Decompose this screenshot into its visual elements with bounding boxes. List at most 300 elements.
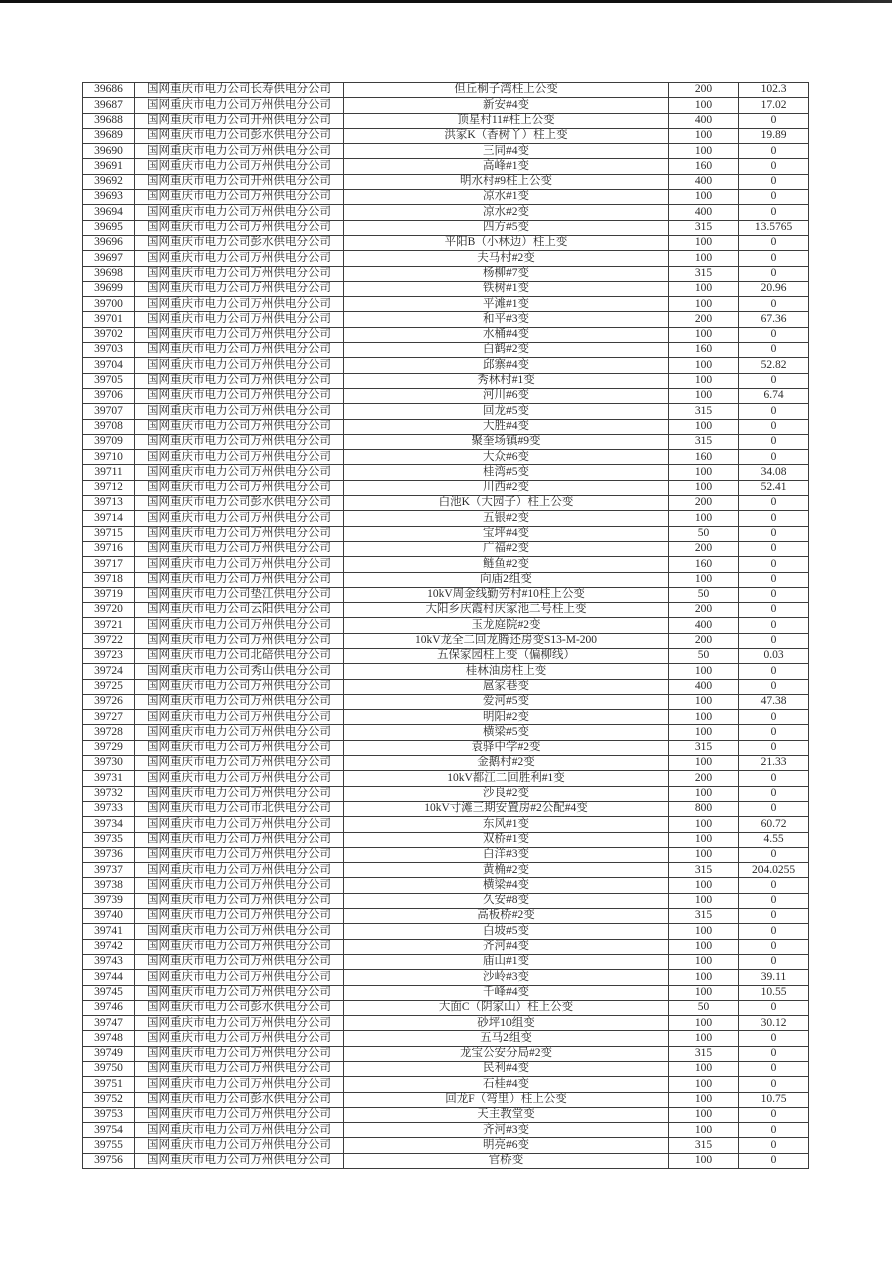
table-row	[83, 205, 809, 220]
cell-capacity: 315	[669, 404, 739, 419]
cell-record-id: 39745	[83, 985, 135, 1000]
cell-company-name: 国网重庆市电力公司万州供电分公司	[135, 511, 344, 526]
table-row	[83, 235, 809, 250]
cell-record-id: 39721	[83, 618, 135, 633]
cell-reading-value: 0	[739, 1123, 809, 1138]
cell-record-id: 39705	[83, 373, 135, 388]
cell-company-name: 国网重庆市电力公司万州供电分公司	[135, 419, 344, 434]
table-row	[83, 1123, 809, 1138]
table-row	[83, 465, 809, 480]
cell-record-id: 39734	[83, 817, 135, 832]
table-row	[83, 572, 809, 587]
cell-reading-value: 0	[739, 373, 809, 388]
cell-capacity: 100	[669, 251, 739, 266]
cell-capacity: 100	[669, 128, 739, 143]
cell-transformer-name: 大阳乡庆霞村庆家池二号柱上变	[344, 603, 669, 618]
cell-reading-value: 0	[739, 327, 809, 342]
cell-company-name: 国网重庆市电力公司万州供电分公司	[135, 465, 344, 480]
cell-transformer-name: 河川#6变	[344, 388, 669, 403]
cell-record-id: 39703	[83, 343, 135, 358]
table-row	[83, 113, 809, 128]
cell-reading-value: 0	[739, 1000, 809, 1015]
cell-record-id: 39726	[83, 694, 135, 709]
table-row	[83, 1031, 809, 1046]
table-row	[83, 587, 809, 602]
table-row	[83, 664, 809, 679]
table-row	[83, 633, 809, 648]
cell-record-id: 39722	[83, 633, 135, 648]
cell-company-name: 国网重庆市电力公司万州供电分公司	[135, 281, 344, 296]
cell-capacity: 100	[669, 985, 739, 1000]
cell-capacity: 315	[669, 909, 739, 924]
cell-record-id: 39699	[83, 281, 135, 296]
cell-reading-value: 0	[739, 419, 809, 434]
cell-reading-value: 0	[739, 404, 809, 419]
cell-reading-value: 0	[739, 1077, 809, 1092]
cell-record-id: 39754	[83, 1123, 135, 1138]
cell-transformer-name: 明水村#9柱上公变	[344, 174, 669, 189]
cell-capacity: 100	[669, 281, 739, 296]
cell-record-id: 39727	[83, 710, 135, 725]
cell-transformer-name: 明亮#6变	[344, 1138, 669, 1153]
cell-record-id: 39746	[83, 1000, 135, 1015]
table-row	[83, 1077, 809, 1092]
cell-transformer-name: 和平#3变	[344, 312, 669, 327]
cell-reading-value: 0	[739, 801, 809, 816]
table-row	[83, 327, 809, 342]
cell-record-id: 39735	[83, 832, 135, 847]
cell-transformer-name: 金鹅村#2变	[344, 756, 669, 771]
cell-transformer-name: 千峰#4变	[344, 985, 669, 1000]
cell-reading-value: 10.75	[739, 1092, 809, 1107]
cell-transformer-name: 久安#8变	[344, 893, 669, 908]
table-row	[83, 939, 809, 954]
cell-capacity: 160	[669, 159, 739, 174]
cell-company-name: 国网重庆市电力公司万州供电分公司	[135, 970, 344, 985]
cell-record-id: 39752	[83, 1092, 135, 1107]
cell-transformer-name: 大胜#4变	[344, 419, 669, 434]
cell-record-id: 39701	[83, 312, 135, 327]
cell-transformer-name: 官桥变	[344, 1153, 669, 1168]
cell-reading-value: 0	[739, 511, 809, 526]
table-row	[83, 251, 809, 266]
cell-record-id: 39700	[83, 297, 135, 312]
cell-transformer-name: 平滩#1变	[344, 297, 669, 312]
cell-capacity: 50	[669, 526, 739, 541]
cell-company-name: 国网重庆市电力公司万州供电分公司	[135, 847, 344, 862]
cell-record-id: 39728	[83, 725, 135, 740]
cell-transformer-name: 川西#2变	[344, 480, 669, 495]
cell-reading-value: 0	[739, 740, 809, 755]
cell-record-id: 39717	[83, 557, 135, 572]
cell-record-id: 39691	[83, 159, 135, 174]
table-row	[83, 725, 809, 740]
table-row	[83, 496, 809, 511]
cell-capacity: 315	[669, 220, 739, 235]
cell-transformer-name: 双桥#1变	[344, 832, 669, 847]
cell-reading-value: 17.02	[739, 98, 809, 113]
cell-reading-value: 0	[739, 1107, 809, 1122]
table-row	[83, 1000, 809, 1015]
cell-transformer-name: 顶星村11#柱上公变	[344, 113, 669, 128]
cell-reading-value: 0	[739, 939, 809, 954]
table-row	[83, 847, 809, 862]
cell-transformer-name: 10kV都江二回胜利#1变	[344, 771, 669, 786]
cell-company-name: 国网重庆市电力公司万州供电分公司	[135, 220, 344, 235]
cell-capacity: 100	[669, 480, 739, 495]
cell-reading-value: 0	[739, 1062, 809, 1077]
table-row	[83, 1138, 809, 1153]
cell-transformer-name: 桂林油房柱上变	[344, 664, 669, 679]
table-row	[83, 1153, 809, 1168]
cell-transformer-name: 横梁#5变	[344, 725, 669, 740]
cell-company-name: 国网重庆市电力公司万州供电分公司	[135, 480, 344, 495]
cell-transformer-name: 五银#2变	[344, 511, 669, 526]
table-row	[83, 970, 809, 985]
cell-transformer-name: 夫马村#2变	[344, 251, 669, 266]
cell-capacity: 100	[669, 954, 739, 969]
cell-transformer-name: 凉水#2变	[344, 205, 669, 220]
cell-capacity: 200	[669, 312, 739, 327]
cell-reading-value: 0	[739, 1153, 809, 1168]
table-row	[83, 863, 809, 878]
cell-record-id: 39747	[83, 1016, 135, 1031]
cell-reading-value: 6.74	[739, 388, 809, 403]
cell-record-id: 39697	[83, 251, 135, 266]
cell-transformer-name: 高峰#1变	[344, 159, 669, 174]
cell-capacity: 200	[669, 541, 739, 556]
cell-capacity: 100	[669, 297, 739, 312]
cell-record-id: 39748	[83, 1031, 135, 1046]
cell-reading-value: 0	[739, 235, 809, 250]
cell-reading-value: 60.72	[739, 817, 809, 832]
cell-company-name: 国网重庆市电力公司万州供电分公司	[135, 190, 344, 205]
cell-reading-value: 0	[739, 909, 809, 924]
cell-company-name: 国网重庆市电力公司万州供电分公司	[135, 205, 344, 220]
cell-capacity: 315	[669, 1138, 739, 1153]
cell-record-id: 39720	[83, 603, 135, 618]
cell-capacity: 100	[669, 664, 739, 679]
cell-transformer-name: 天主教堂变	[344, 1107, 669, 1122]
cell-transformer-name: 民利#4变	[344, 1062, 669, 1077]
cell-capacity: 400	[669, 174, 739, 189]
cell-reading-value: 0	[739, 190, 809, 205]
cell-capacity: 160	[669, 343, 739, 358]
cell-record-id: 39750	[83, 1062, 135, 1077]
cell-company-name: 国网重庆市电力公司万州供电分公司	[135, 786, 344, 801]
table-row	[83, 174, 809, 189]
cell-capacity: 100	[669, 388, 739, 403]
table-row	[83, 404, 809, 419]
cell-company-name: 国网重庆市电力公司万州供电分公司	[135, 541, 344, 556]
cell-capacity: 315	[669, 740, 739, 755]
cell-transformer-name: 向庙2组变	[344, 572, 669, 587]
cell-transformer-name: 沙良#2变	[344, 786, 669, 801]
cell-reading-value: 0	[739, 557, 809, 572]
cell-company-name: 国网重庆市电力公司万州供电分公司	[135, 1077, 344, 1092]
cell-record-id: 39708	[83, 419, 135, 434]
cell-record-id: 39689	[83, 128, 135, 143]
cell-company-name: 国网重庆市电力公司彭水供电分公司	[135, 235, 344, 250]
table-row	[83, 603, 809, 618]
cell-company-name: 国网重庆市电力公司万州供电分公司	[135, 1031, 344, 1046]
cell-reading-value: 0	[739, 450, 809, 465]
cell-record-id: 39716	[83, 541, 135, 556]
table-row	[83, 832, 809, 847]
cell-record-id: 39706	[83, 388, 135, 403]
cell-record-id: 39730	[83, 756, 135, 771]
cell-transformer-name: 白池K（大园子）柱上公变	[344, 496, 669, 511]
cell-capacity: 100	[669, 847, 739, 862]
cell-capacity: 200	[669, 603, 739, 618]
cell-transformer-name: 水桶#4变	[344, 327, 669, 342]
cell-transformer-name: 邱寨#4变	[344, 358, 669, 373]
cell-company-name: 国网重庆市电力公司万州供电分公司	[135, 832, 344, 847]
table-row	[83, 1046, 809, 1061]
table-row	[83, 694, 809, 709]
cell-capacity: 50	[669, 648, 739, 663]
cell-capacity: 400	[669, 618, 739, 633]
cell-capacity: 400	[669, 679, 739, 694]
cell-company-name: 国网重庆市电力公司万州供电分公司	[135, 740, 344, 755]
table-row	[83, 1092, 809, 1107]
cell-record-id: 39688	[83, 113, 135, 128]
cell-record-id: 39733	[83, 801, 135, 816]
cell-capacity: 100	[669, 1077, 739, 1092]
cell-transformer-name: 10kV龙全二回龙腾还房变S13-M-200	[344, 633, 669, 648]
cell-capacity: 160	[669, 557, 739, 572]
cell-company-name: 国网重庆市电力公司万州供电分公司	[135, 144, 344, 159]
cell-capacity: 100	[669, 970, 739, 985]
cell-record-id: 39756	[83, 1153, 135, 1168]
cell-reading-value: 47.38	[739, 694, 809, 709]
cell-reading-value: 0	[739, 679, 809, 694]
cell-company-name: 国网重庆市电力公司万州供电分公司	[135, 1107, 344, 1122]
cell-company-name: 国网重庆市电力公司万州供电分公司	[135, 526, 344, 541]
table-row	[83, 618, 809, 633]
table-row	[83, 128, 809, 143]
cell-transformer-name: 10kV周金线勤劳村#10柱上公变	[344, 587, 669, 602]
cell-company-name: 国网重庆市电力公司万州供电分公司	[135, 771, 344, 786]
cell-company-name: 国网重庆市电力公司万州供电分公司	[135, 679, 344, 694]
cell-reading-value: 0	[739, 434, 809, 449]
cell-transformer-name: 大众#6变	[344, 450, 669, 465]
table-row	[83, 190, 809, 205]
cell-reading-value: 0	[739, 786, 809, 801]
cell-record-id: 39753	[83, 1107, 135, 1122]
cell-company-name: 国网重庆市电力公司万州供电分公司	[135, 251, 344, 266]
cell-record-id: 39749	[83, 1046, 135, 1061]
cell-company-name: 国网重庆市电力公司万州供电分公司	[135, 358, 344, 373]
cell-record-id: 39743	[83, 954, 135, 969]
cell-company-name: 国网重庆市电力公司开州供电分公司	[135, 174, 344, 189]
top-edge-bar	[0, 0, 892, 3]
table-row	[83, 909, 809, 924]
cell-capacity: 100	[669, 756, 739, 771]
cell-company-name: 国网重庆市电力公司万州供电分公司	[135, 388, 344, 403]
cell-record-id: 39736	[83, 847, 135, 862]
cell-record-id: 39744	[83, 970, 135, 985]
cell-record-id: 39751	[83, 1077, 135, 1092]
cell-transformer-name: 明阳#2变	[344, 710, 669, 725]
cell-capacity: 200	[669, 496, 739, 511]
cell-transformer-name: 四方#5变	[344, 220, 669, 235]
cell-record-id: 39741	[83, 924, 135, 939]
cell-company-name: 国网重庆市电力公司万州供电分公司	[135, 98, 344, 113]
cell-record-id: 39718	[83, 572, 135, 587]
cell-transformer-name: 齐河#4变	[344, 939, 669, 954]
cell-reading-value: 0	[739, 618, 809, 633]
cell-transformer-name: 10kV寸滩三期安置房#2公配#4变	[344, 801, 669, 816]
cell-transformer-name: 东风#1变	[344, 817, 669, 832]
cell-company-name: 国网重庆市电力公司万州供电分公司	[135, 1062, 344, 1077]
cell-company-name: 国网重庆市电力公司长寿供电分公司	[135, 83, 344, 98]
cell-reading-value: 102.3	[739, 83, 809, 98]
cell-transformer-name: 袁驿中学#2变	[344, 740, 669, 755]
cell-reading-value: 0	[739, 603, 809, 618]
cell-capacity: 400	[669, 113, 739, 128]
cell-capacity: 160	[669, 450, 739, 465]
table-row	[83, 756, 809, 771]
cell-reading-value: 0	[739, 725, 809, 740]
cell-record-id: 39724	[83, 664, 135, 679]
cell-record-id: 39693	[83, 190, 135, 205]
cell-capacity: 100	[669, 419, 739, 434]
cell-company-name: 国网重庆市电力公司彭水供电分公司	[135, 1092, 344, 1107]
cell-transformer-name: 秀林村#1变	[344, 373, 669, 388]
cell-transformer-name: 杨柳#7变	[344, 266, 669, 281]
cell-capacity: 100	[669, 924, 739, 939]
cell-capacity: 100	[669, 465, 739, 480]
cell-record-id: 39711	[83, 465, 135, 480]
cell-company-name: 国网重庆市电力公司万州供电分公司	[135, 878, 344, 893]
cell-company-name: 国网重庆市电力公司万州供电分公司	[135, 985, 344, 1000]
table-row	[83, 954, 809, 969]
cell-reading-value: 0	[739, 664, 809, 679]
cell-record-id: 39713	[83, 496, 135, 511]
cell-transformer-name: 新安#4变	[344, 98, 669, 113]
table-row	[83, 924, 809, 939]
cell-reading-value: 21.33	[739, 756, 809, 771]
cell-reading-value: 0	[739, 893, 809, 908]
cell-reading-value: 30.12	[739, 1016, 809, 1031]
cell-reading-value: 13.5765	[739, 220, 809, 235]
cell-company-name: 国网重庆市电力公司万州供电分公司	[135, 725, 344, 740]
cell-transformer-name: 广福#2变	[344, 541, 669, 556]
cell-company-name: 国网重庆市电力公司万州供电分公司	[135, 266, 344, 281]
cell-transformer-name: 沙岭#3变	[344, 970, 669, 985]
cell-reading-value: 0	[739, 572, 809, 587]
cell-transformer-name: 铁树#1变	[344, 281, 669, 296]
cell-capacity: 100	[669, 1123, 739, 1138]
cell-reading-value: 0	[739, 541, 809, 556]
cell-company-name: 国网重庆市电力公司秀山供电分公司	[135, 664, 344, 679]
table-row	[83, 786, 809, 801]
cell-transformer-name: 石桂#4变	[344, 1077, 669, 1092]
cell-reading-value: 0	[739, 266, 809, 281]
cell-capacity: 100	[669, 235, 739, 250]
cell-company-name: 国网重庆市电力公司万州供电分公司	[135, 633, 344, 648]
cell-reading-value: 0	[739, 159, 809, 174]
table-row	[83, 144, 809, 159]
table-row	[83, 83, 809, 98]
cell-company-name: 国网重庆市电力公司万州供电分公司	[135, 404, 344, 419]
cell-record-id: 39687	[83, 98, 135, 113]
cell-capacity: 100	[669, 1016, 739, 1031]
cell-capacity: 100	[669, 373, 739, 388]
cell-record-id: 39692	[83, 174, 135, 189]
cell-capacity: 315	[669, 434, 739, 449]
cell-transformer-name: 玉龙庭院#2变	[344, 618, 669, 633]
cell-company-name: 国网重庆市电力公司彭水供电分公司	[135, 1000, 344, 1015]
cell-company-name: 国网重庆市电力公司万州供电分公司	[135, 312, 344, 327]
cell-reading-value: 204.0255	[739, 863, 809, 878]
cell-transformer-name: 黄桷#2变	[344, 863, 669, 878]
cell-company-name: 国网重庆市电力公司垫江供电分公司	[135, 587, 344, 602]
cell-reading-value: 0	[739, 633, 809, 648]
cell-capacity: 100	[669, 710, 739, 725]
cell-company-name: 国网重庆市电力公司万州供电分公司	[135, 618, 344, 633]
cell-record-id: 39740	[83, 909, 135, 924]
cell-reading-value: 0	[739, 144, 809, 159]
cell-capacity: 100	[669, 939, 739, 954]
cell-reading-value: 0	[739, 771, 809, 786]
table-row	[83, 648, 809, 663]
table-row	[83, 557, 809, 572]
table-row	[83, 98, 809, 113]
cell-capacity: 100	[669, 1092, 739, 1107]
cell-reading-value: 0	[739, 174, 809, 189]
cell-record-id: 39698	[83, 266, 135, 281]
cell-capacity: 50	[669, 587, 739, 602]
cell-company-name: 国网重庆市电力公司万州供电分公司	[135, 1046, 344, 1061]
table-row	[83, 1107, 809, 1122]
cell-transformer-name: 平阳B（小林边）柱上变	[344, 235, 669, 250]
table-row	[83, 480, 809, 495]
cell-record-id: 39738	[83, 878, 135, 893]
table-row	[83, 266, 809, 281]
cell-reading-value: 0	[739, 710, 809, 725]
cell-capacity: 100	[669, 878, 739, 893]
cell-transformer-name: 庙山#1变	[344, 954, 669, 969]
cell-transformer-name: 聚奎场镇#9变	[344, 434, 669, 449]
cell-reading-value: 0	[739, 1046, 809, 1061]
table-row	[83, 801, 809, 816]
cell-company-name: 国网重庆市电力公司万州供电分公司	[135, 924, 344, 939]
cell-reading-value: 20.96	[739, 281, 809, 296]
table-row	[83, 358, 809, 373]
table-row	[83, 679, 809, 694]
cell-company-name: 国网重庆市电力公司万州供电分公司	[135, 450, 344, 465]
cell-capacity: 400	[669, 205, 739, 220]
cell-transformer-name: 白鹤#2变	[344, 343, 669, 358]
cell-company-name: 国网重庆市电力公司万州供电分公司	[135, 572, 344, 587]
cell-reading-value: 0	[739, 251, 809, 266]
cell-record-id: 39712	[83, 480, 135, 495]
cell-transformer-name: 桂湾#5变	[344, 465, 669, 480]
cell-reading-value: 0	[739, 526, 809, 541]
cell-record-id: 39710	[83, 450, 135, 465]
cell-reading-value: 0	[739, 1138, 809, 1153]
cell-record-id: 39696	[83, 235, 135, 250]
cell-company-name: 国网重庆市电力公司彭水供电分公司	[135, 496, 344, 511]
cell-transformer-name: 但丘桐子湾柱上公变	[344, 83, 669, 98]
transformer-table-body	[83, 83, 809, 1169]
cell-company-name: 国网重庆市电力公司万州供电分公司	[135, 1016, 344, 1031]
cell-record-id: 39695	[83, 220, 135, 235]
cell-reading-value: 19.89	[739, 128, 809, 143]
cell-capacity: 100	[669, 144, 739, 159]
